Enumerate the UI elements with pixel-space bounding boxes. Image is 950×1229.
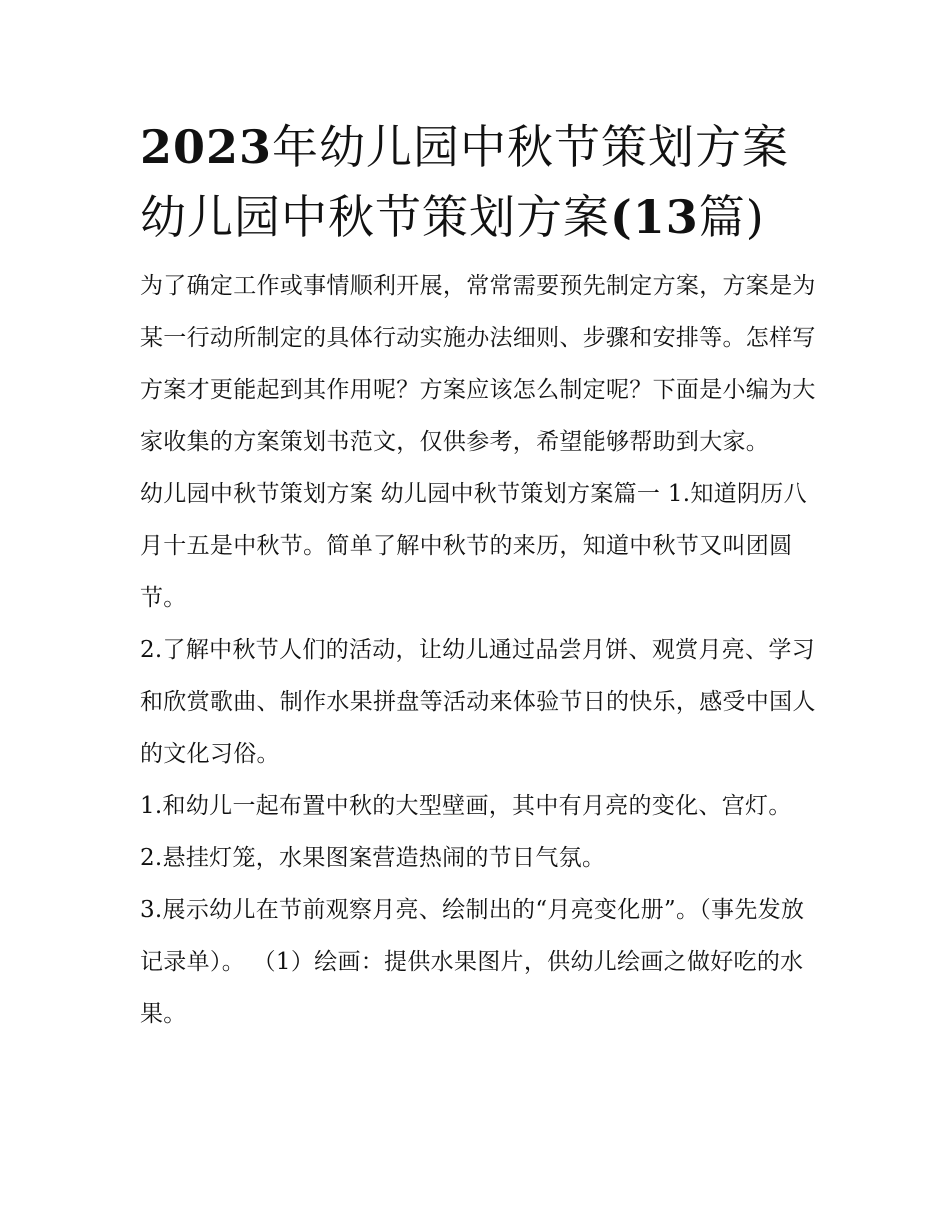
body-paragraph: 幼儿园中秋节策划方案 幼儿园中秋节策划方案篇一 1.知道阴历八月十五是中秋节。简单了解中秋节的来历，知道中秋节又叫团圆节。 <box>140 481 807 611</box>
title-year: 2023 <box>140 120 273 174</box>
title-line-2 <box>140 182 820 252</box>
body-paragraph: 2.了解中秋节人们的活动，让幼儿通过品尝月饼、观赏月亮、学习和欣赏歌曲、制作水果拼盘等活动来体验节日的快乐，感受中国人的文化习俗。 <box>140 637 816 767</box>
title-line-2-end: 篇) <box>698 190 765 244</box>
body-paragraph: 3.展示幼儿在节前观察月亮、绘制出的“月亮变化册”。（事先发放记录单）。 （1）绘画：提供水果图片，供幼儿绘画之做好吃的水果。 <box>140 897 805 1027</box>
intro-paragraph: 为了确定工作或事情顺利开展，常常需要预先制定方案，方案是为某一行动所制定的具体行动实施办法细则、步骤和安排等。怎样写方案才更能起到其作用呢？方案应该怎么制定呢？下面是小编为大家收集的方案策划书范文，仅供参考，希望能够帮助到大家。 <box>140 273 816 455</box>
title-line-1 <box>140 112 820 182</box>
title-line-1-text: 年幼儿园中秋节策划方案 <box>272 120 790 174</box>
body-paragraph: 1.和幼儿一起布置中秋的大型壁画，其中有月亮的变化、宫灯。 2.悬挂灯笼，水果图案营造热闹的节日气氛。 <box>140 793 792 871</box>
document-content <box>140 112 820 1040</box>
title-line-2-text: 幼儿园中秋节策划方案 <box>140 190 610 244</box>
document-title <box>140 112 820 252</box>
title-count: (13 <box>610 190 699 244</box>
